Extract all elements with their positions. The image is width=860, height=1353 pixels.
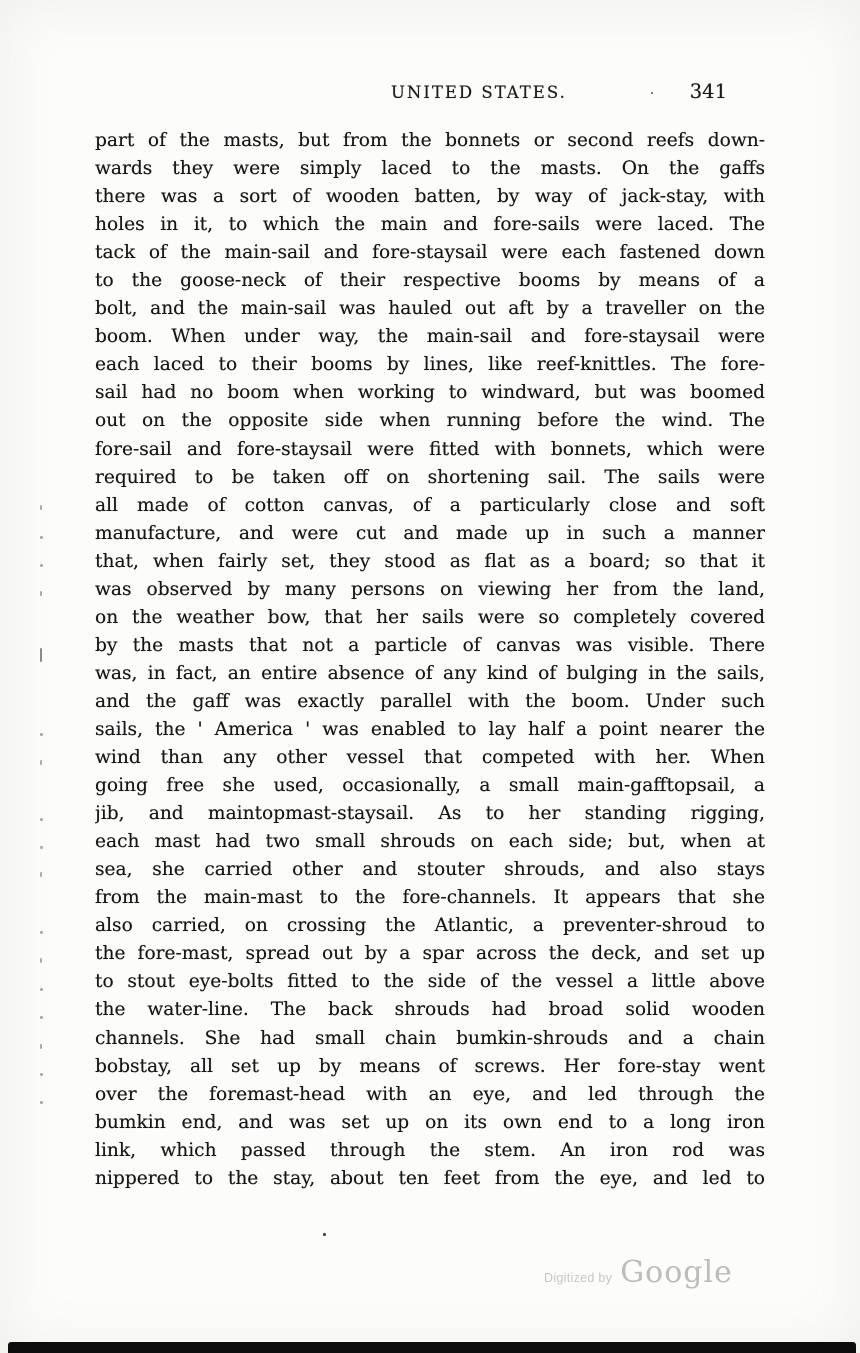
body-line: there was a sort of wooden batten, by way of jack-stay, with [95,186,765,208]
body-line: nippered to the stay, about ten feet from the eye, and led to [95,1167,765,1189]
body-line: fore-sail and fore-staysail were fitted with bonnets, which were [95,438,765,460]
body-line: on the weather bow, that her sails were so completely covered [95,606,765,628]
body-line: link, which passed through the stem. An iron rod was [95,1139,765,1161]
body-line: bobstay, all set up by means of screws. Her fore-stay went [95,1055,765,1077]
scan-artifact [40,648,42,662]
body-line: and the gaff was exactly parallel with the boom. Under such [95,690,765,712]
body-line: required to be taken off on shortening sail. The sails were [95,466,765,488]
scan-artifact [40,564,43,567]
scan-artifact [40,818,43,821]
body-line: over the foremast-head with an eye, and led through the [95,1083,765,1105]
digitization-watermark [544,1255,733,1290]
body-line: boom. When under way, the main-sail and fore-staysail were [95,326,765,348]
scan-artifact [40,760,42,765]
body-text [95,127,765,1193]
body-line: out on the opposite side when running before the wind. The [95,410,765,432]
body-line: wind than any other vessel that competed with her. When [95,747,765,769]
body-line: to stout eye-bolts fitted to the side of the vessel a little above [95,971,765,993]
scan-artifact [40,958,42,963]
body-line: manufacture, and were cut and made up in such a manner [95,522,765,544]
body-line: bumkin end, and was set up on its own end to a long iron [95,1111,765,1133]
scan-artifact [40,846,43,849]
body-line: holes in it, to which the main and fore-sails were laced. The [95,214,765,236]
body-line: the water-line. The back shrouds had broad solid wooden [95,999,765,1021]
scan-artifact [40,505,42,510]
page-number: 341 [689,80,727,103]
digitized-by-label: Digitized by [544,1271,613,1285]
body-line: from the main-mast to the fore-channels. It appears that she [95,887,765,909]
scan-artifact [40,931,43,934]
scan-artifact [40,1044,42,1049]
body-line: wards they were simply laced to the masts. On the gaffs [95,158,765,180]
scan-artifact [40,1016,43,1019]
body-line: that, when fairly set, they stood as flat as a board; so that it [95,550,765,572]
body-line: tack of the main-sail and fore-staysail were each fastened down [95,242,765,264]
body-line: the fore-mast, spread out by a spar across the deck, and set up [95,943,765,965]
running-title: UNITED STATES. [391,83,567,102]
body-line: bolt, and the main-sail was hauled out aft by a traveller on the [95,298,765,320]
body-line: sails, the ' America ' was enabled to lay half a point nearer the [95,718,765,740]
body-line: was observed by many persons on viewing her from the land, [95,578,765,600]
body-line: also carried, on crossing the Atlantic, a preventer-shroud to [95,915,765,937]
body-line: each laced to their booms by lines, like reef-knittles. The fore- [95,354,765,376]
body-line: all made of cotton canvas, of a particularly close and soft [95,494,765,516]
body-line: jib, and maintopmast-staysail. As to her standing rigging, [95,803,765,825]
body-line: part of the masts, but from the bonnets or second reefs down- [95,130,765,151]
body-line: channels. She had small chain bumkin-shrouds and a chain [95,1027,765,1049]
body-line: sail had no boom when working to windward, but was boomed [95,382,765,404]
body-line: to the goose-neck of their respective booms by means of a [95,270,765,292]
scan-artifact [40,1073,43,1076]
scan-artifact [40,872,42,877]
scan-artifact [40,733,43,736]
scan-artifact [40,591,42,596]
scan-speck [323,1233,326,1236]
body-line: sea, she carried other and stouter shrouds, and also stays [95,859,765,881]
body-line: by the masts that not a particle of canvas was visible. There [95,634,765,656]
google-logo: Google [620,1255,733,1290]
scan-artifact [40,1101,43,1104]
body-line: each mast had two small shrouds on each side; but, when at [95,831,765,853]
scan-speck [651,92,653,94]
page-header [95,80,765,106]
scan-edge-bar [8,1342,856,1353]
scan-artifact [40,536,43,539]
scan-artifact [40,988,43,991]
body-line: going free she used, occasionally, a small main-gafftopsail, a [95,775,765,797]
body-line: was, in fact, an entire absence of any kind of bulging in the sails, [95,662,765,684]
